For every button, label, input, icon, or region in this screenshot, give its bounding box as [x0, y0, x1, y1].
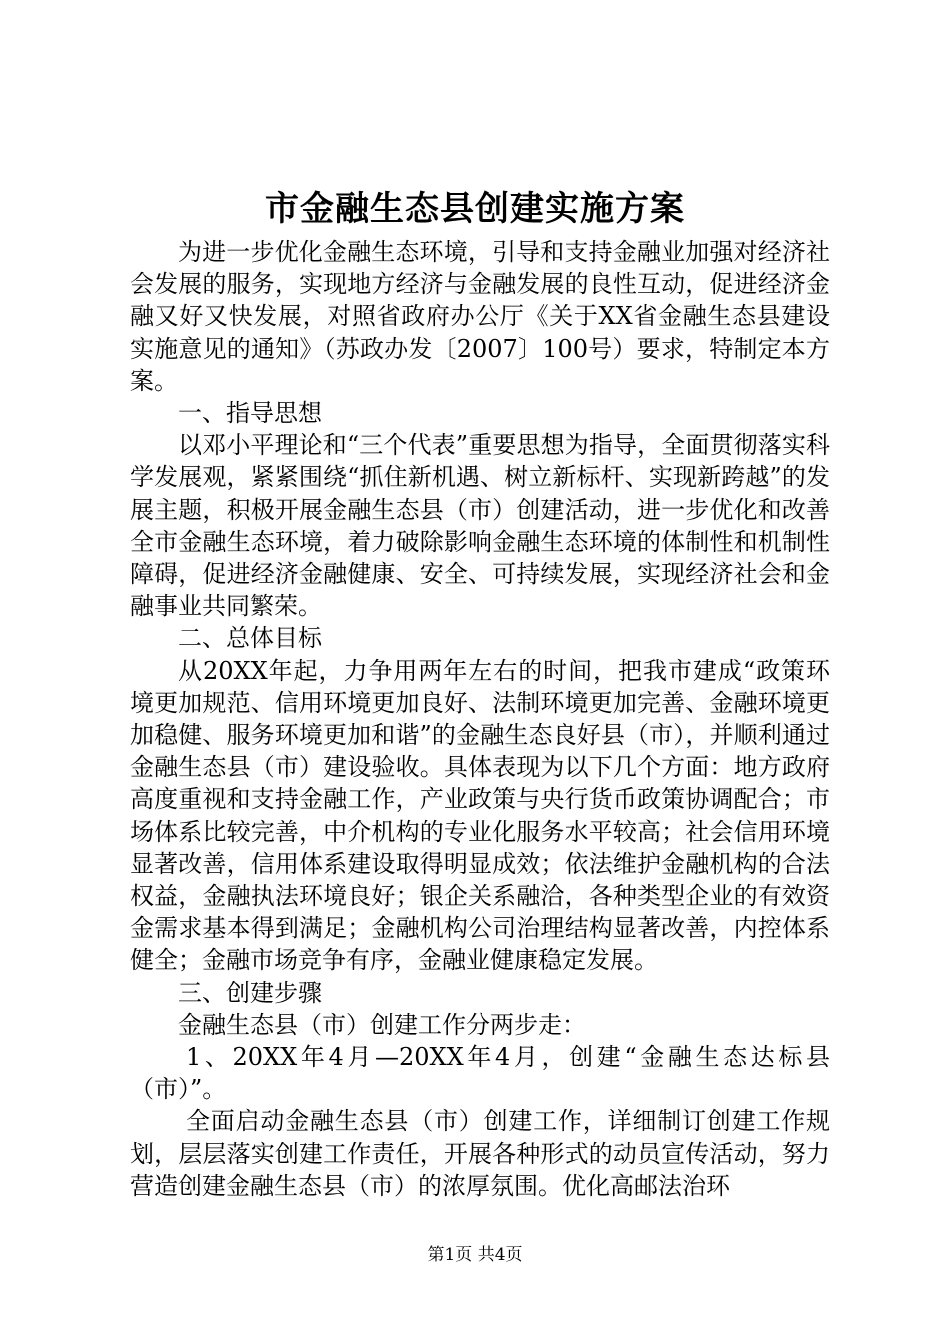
section-heading-guiding-ideology: 一、指导思想	[178, 399, 322, 428]
step-one-paragraph: 全面启动金融生态县（市）创建工作，详细制订创建工作规划，层层落实创建工作责任，开展各种形式的动员宣传活动，努力营造创建金融生态县（市）的浓厚氛围。优化高邮法治环	[130, 1107, 830, 1200]
document-body	[130, 236, 830, 1202]
overall-goal-paragraph: 从20XX年起，力争用两年左右的时间，把我市建成“政策环境更加规范、信用环境更加良好、法制环境更加完善、金融环境更加稳健、服务环境更加和谐”的金融生态良好县（市），并顺利通过金融生态县（市）建设验收。具体表现为以下几个方面：地方政府高度重视和支持金融工作，产业政策与央行货币政策协调配合；市场体系比较完善，中介机构的专业化服务水平较高；社会信用环境显著改善，信用体系建设取得明显成效；依法维护金融机构的合法权益，金融执法环境良好；银企关系融洽，各种类型企业的有效资金需求基本得到满足；金融机构公司治理结构显著改善，内控体系健全；金融市场竞争有序，金融业健康稳定发展。	[130, 656, 830, 975]
guiding-ideology-paragraph: 以邓小平理论和“三个代表”重要思想为指导，全面贯彻落实科学发展观，紧紧围绕“抓住新机遇、树立新标杆、实现新跨越”的发展主题，积极开展金融生态县（市）创建活动，进一步优化和改善全市金融生态环境，着力破除影响金融生态环境的体制性和机制性障碍，促进经济金融健康、安全、可持续发展，实现经济社会和金融事业共同繁荣。	[130, 431, 830, 621]
section-heading-overall-goal: 二、总体目标	[178, 624, 322, 653]
step-one-heading: 1、20XX年4月—20XX年4月，创建“金融生态达标县（市）”。	[130, 1043, 830, 1104]
creation-steps-intro: 金融生态县（市）创建工作分两步走：	[178, 1010, 586, 1039]
page-title: 市金融生态县创建实施方案	[265, 189, 685, 229]
intro-paragraph: 为进一步优化金融生态环境，引导和支持金融业加强对经济社会发展的服务，实现地方经济与金融发展的良性互动，促进经济金融又好又快发展，对照省政府办公厅《关于XX省金融生态县建设实施意见的通知》（苏政办发〔2007〕100号）要求，特制定本方案。	[130, 238, 830, 395]
page-footer: 第1页 共4页	[427, 1245, 523, 1265]
section-heading-creation-steps: 三、创建步骤	[178, 978, 322, 1007]
